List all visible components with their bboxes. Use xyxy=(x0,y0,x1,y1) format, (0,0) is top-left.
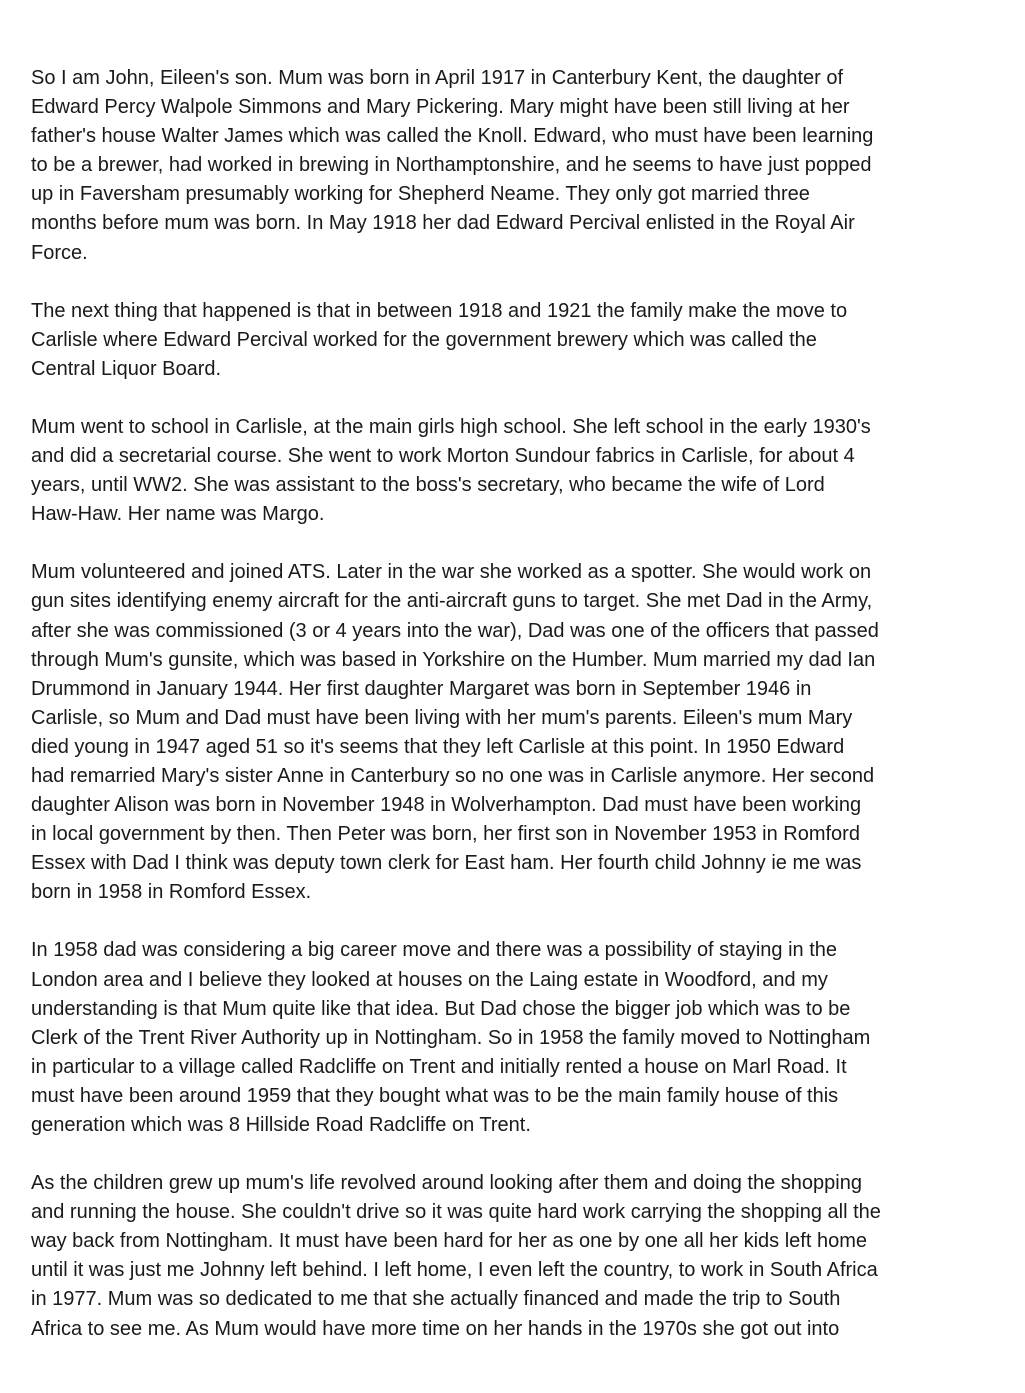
text-line: Clerk of the Trent River Authority up in Nottingham. So in 1958 the family moved to Nottingham xyxy=(31,1026,871,1049)
text-line: died young in 1947 aged 51 so it's seems that they left Carlisle at this point. In 1950 Edward xyxy=(31,735,845,758)
text-line: until it was just me Johnny left behind. I left home, I even left the country, to work in South Africa xyxy=(31,1259,878,1282)
text-line: In 1958 dad was considering a big career move and there was a possibility of staying in the xyxy=(31,939,838,962)
text-line: So I am John, Eileen's son. Mum was born in April 1917 in Canterbury Kent, the daughter of xyxy=(31,67,844,89)
text-line: Africa to see me. As Mum would have more time on her hands in the 1970s she got out into xyxy=(31,1317,840,1340)
paragraph-nottingham-move xyxy=(31,936,971,1140)
text-line: through Mum's gunsite, which was based in Yorkshire on the Humber. Mum married my dad Ian xyxy=(31,648,876,671)
text-line: had remarried Mary's sister Anne in Canterbury so no one was in Carlisle anymore. Her second xyxy=(31,764,875,787)
text-line: way back from Nottingham. It must have been hard for her as one by one all her kids left home xyxy=(31,1230,867,1253)
text-line: London area and I believe they looked at houses on the Laing estate in Woodford, and my xyxy=(31,968,828,991)
text-line: Central Liquor Board. xyxy=(31,357,222,380)
text-line: after she was commissioned (3 or 4 years into the war), Dad was one of the officers that passed xyxy=(31,619,879,642)
text-line: father's house Walter James which was called the Knoll. Edward, who must have been learning xyxy=(31,125,874,148)
text-line: Mum volunteered and joined ATS. Later in the war she worked as a spotter. She would work on xyxy=(31,561,872,584)
text-line: The next thing that happened is that in between 1918 and 1921 the family make the move to xyxy=(31,299,848,322)
text-line: and running the house. She couldn't drive so it was quite hard work carrying the shopping all the xyxy=(31,1201,881,1224)
text-line: years, until WW2. She was assistant to the boss's secretary, who became the wife of Lord xyxy=(31,474,825,497)
paragraph-war-and-family xyxy=(31,558,971,907)
text-line: to be a brewer, had worked in brewing in Northamptonshire, and he seems to have just popped xyxy=(31,154,872,177)
text-line: months before mum was born. In May 1918 her dad Edward Percival enlisted in the Royal Air xyxy=(31,212,855,235)
text-line: up in Faversham presumably working for Shepherd Neame. They only got married three xyxy=(31,183,810,206)
text-line: generation which was 8 Hillside Road Radcliffe on Trent. xyxy=(31,1114,531,1136)
text-line: born in 1958 in Romford Essex. xyxy=(31,881,312,904)
text-line: Essex with Dad I think was deputy town clerk for East ham. Her fourth child Johnny ie me was xyxy=(31,852,862,875)
document-body xyxy=(31,64,971,1373)
text-line: Haw-Haw. Her name was Margo. xyxy=(31,503,325,526)
paragraph-birth xyxy=(31,64,971,268)
text-line: Force. xyxy=(31,241,88,264)
paragraph-later-life xyxy=(31,1169,971,1344)
text-line: must have been around 1959 that they bought what was to be the main family house of this xyxy=(31,1084,839,1107)
text-line: Drummond in January 1944. Her first daughter Margaret was born in September 1946 in xyxy=(31,677,812,700)
text-line: Carlisle, so Mum and Dad must have been living with her mum's parents. Eileen's mum Mary xyxy=(31,706,853,729)
text-line: in 1977. Mum was so dedicated to me that she actually financed and made the trip to South xyxy=(31,1288,841,1311)
text-line: Edward Percy Walpole Simmons and Mary Pickering. Mary might have been still living at her xyxy=(31,96,850,119)
text-line: Mum went to school in Carlisle, at the main girls high school. She left school in the early 1930's xyxy=(31,415,871,438)
paragraph-carlisle-move xyxy=(31,297,971,384)
text-line: As the children grew up mum's life revolved around looking after them and doing the shopping xyxy=(31,1172,862,1195)
text-line: in local government by then. Then Peter was born, her first son in November 1953 in Romford xyxy=(31,823,860,846)
text-line: understanding is that Mum quite like that idea. But Dad chose the bigger job which was to be xyxy=(31,997,851,1020)
text-line: and did a secretarial course. She went to work Morton Sundour fabrics in Carlisle, for about 4 xyxy=(31,445,855,468)
text-line: gun sites identifying enemy aircraft for the anti-aircraft guns to target. She met Dad in the Army, xyxy=(31,590,873,613)
text-line: in particular to a village called Radcliffe on Trent and initially rented a house on Marl Road. It xyxy=(31,1055,847,1078)
text-line: Carlisle where Edward Percival worked for the government brewery which was called the xyxy=(31,328,817,351)
paragraph-school xyxy=(31,413,971,529)
text-line: daughter Alison was born in November 1948 in Wolverhampton. Dad must have been working xyxy=(31,794,862,817)
